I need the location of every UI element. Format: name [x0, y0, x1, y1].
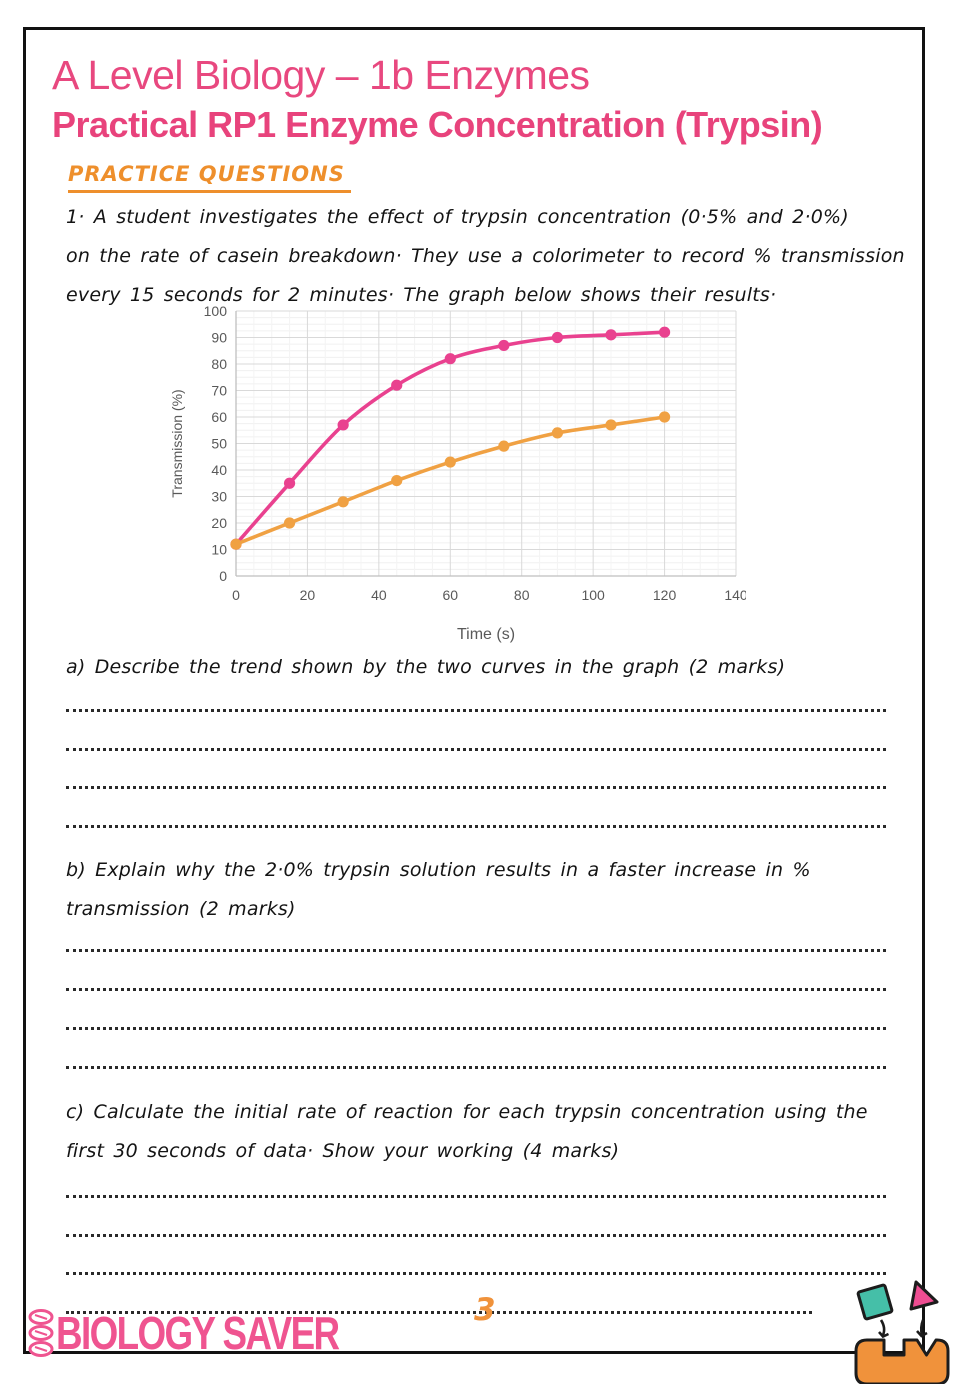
svg-text:0: 0 — [232, 587, 240, 603]
answer-line — [66, 1231, 886, 1237]
shape-sorter-icon — [843, 1276, 951, 1386]
question-b-text: transmission (2 marks) — [66, 898, 296, 920]
svg-text:60: 60 — [442, 587, 459, 603]
intro-line: every 15 seconds for 2 minutes· The graph below shows their results· — [66, 284, 777, 306]
line-chart-svg — [166, 299, 746, 645]
answer-line — [66, 946, 886, 952]
svg-text:120: 120 — [652, 587, 677, 603]
svg-text:140: 140 — [724, 587, 746, 603]
svg-text:40: 40 — [211, 462, 227, 478]
sorter-bin-icon — [856, 1340, 948, 1384]
page-title: A Level Biology – 1b Enzymes — [52, 52, 590, 98]
svg-text:Transmission (%): Transmission (%) — [169, 389, 185, 498]
svg-text:90: 90 — [211, 329, 227, 346]
question-c — [66, 1093, 906, 1171]
question-b-text: b) Explain why the 2·0% trypsin solution results in a faster increase in % — [66, 859, 811, 881]
answer-line — [66, 1192, 886, 1198]
brand-text: BIOLOGY SAVER — [56, 1307, 339, 1359]
page-subtitle: Practical RP1 Enzyme Concentration (Trypsin) — [52, 104, 823, 145]
question-intro — [66, 198, 906, 315]
results-chart — [166, 299, 746, 649]
svg-text:60: 60 — [211, 409, 227, 425]
biology-saver-logo — [28, 1306, 409, 1360]
svg-text:20: 20 — [211, 515, 227, 531]
svg-text:80: 80 — [211, 356, 227, 372]
svg-text:100: 100 — [203, 303, 227, 319]
question-b — [66, 851, 906, 929]
question-c-text: c) Calculate the initial rate of reaction for each trypsin concentration using the — [66, 1101, 868, 1123]
svg-text:0: 0 — [219, 568, 227, 584]
svg-text:80: 80 — [513, 587, 530, 603]
dna-icon — [28, 1309, 54, 1357]
answer-line — [66, 822, 886, 828]
svg-text:50: 50 — [211, 435, 227, 452]
answer-line — [66, 1024, 886, 1030]
svg-text:30: 30 — [211, 488, 227, 505]
svg-text:70: 70 — [211, 382, 227, 399]
down-arrow-icon — [879, 1320, 927, 1337]
question-a-text: a) Describe the trend shown by the two curves in the graph (2 marks) — [66, 656, 786, 678]
pink-triangle-icon — [911, 1282, 937, 1309]
answer-line — [66, 985, 886, 991]
section-heading: PRACTICE QUESTIONS — [68, 162, 351, 193]
question-a — [66, 648, 906, 687]
answer-line — [66, 1063, 886, 1069]
intro-line: on the rate of casein breakdown· They use a colorimeter to record % transmission — [66, 245, 905, 267]
teal-square-icon — [858, 1285, 893, 1320]
svg-text:Time (s): Time (s) — [456, 626, 516, 643]
answer-line — [66, 745, 886, 751]
question-c-text: first 30 seconds of data· Show your working (4 marks) — [66, 1140, 620, 1162]
answer-line — [66, 783, 886, 789]
answer-line — [66, 1269, 886, 1275]
intro-line: 1· A student investigates the effect of trypsin concentration (0·5% and 2·0%) — [66, 206, 849, 228]
svg-text:10: 10 — [211, 541, 227, 558]
page-number: 3 — [474, 1292, 496, 1328]
svg-text:20: 20 — [299, 587, 316, 603]
svg-text:40: 40 — [371, 587, 387, 603]
answer-line — [66, 706, 886, 712]
svg-text:100: 100 — [581, 587, 605, 603]
